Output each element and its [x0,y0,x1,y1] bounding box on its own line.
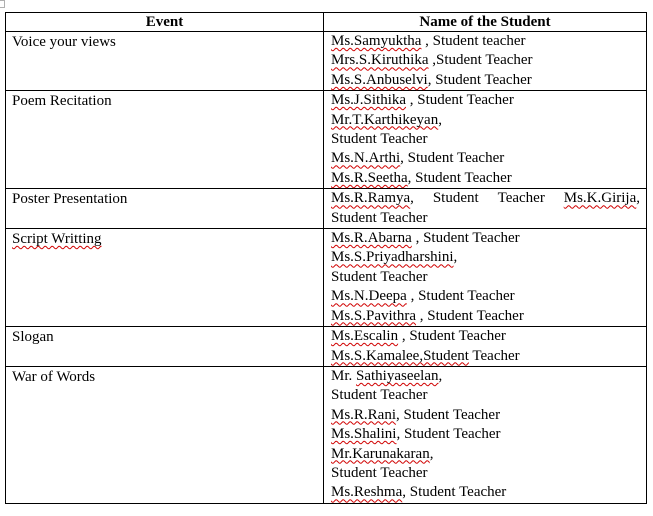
event-name: Poster Presentation [12,191,128,208]
cell-marker [0,0,5,8]
student-names-cell [324,229,647,327]
student-name: Ms.R.Abarna [331,230,412,247]
table-row [6,229,647,327]
student-entry-line [331,149,640,168]
student-name: Ms.K.Girija [563,190,637,207]
student-role-text: , Student Teacher [416,307,524,324]
student-names-cell [324,91,647,189]
student-role-text: Student [432,190,479,207]
student-name: Ms.S.Kamalee,Student [331,347,469,364]
student-role-text: , Student Teacher [400,150,505,167]
student-entry-line [331,229,640,248]
student-role-text: Student Teacher [331,131,428,148]
student-role-text: Student Teacher [331,209,428,226]
student-names-cell [324,32,647,91]
student-name: Mr.T.Karthikeyan [331,111,439,128]
student-role-text: , [438,111,442,128]
student-role-text: , Student Teacher [396,406,501,423]
student-name: Ms.R.Rani [331,406,397,423]
student-entry-line [331,425,640,444]
header-row [6,13,647,32]
event-cell [6,366,324,503]
event-name: War of Words [12,368,96,385]
event-cell [6,327,324,367]
student-role-text: , [453,249,458,266]
student-name: Ms.Shalini [331,426,397,443]
event-name: Poem Recitation [12,93,112,110]
student-entry-line [331,386,640,405]
student-name: Mrs.S.Kiruthika [331,52,429,69]
event-name: Voice your views [12,34,116,50]
student-role-text: , [438,367,443,384]
student-role-text: , Student Teacher [407,169,512,186]
student-entry-line [331,32,640,51]
student-entry-line [331,367,640,386]
student-role-text: , [429,445,434,462]
student-name: Ms.S.Anbuselvi [331,71,428,88]
student-entry-line [331,268,640,287]
student-role-text: Student Teacher [331,464,428,481]
student-role-text: , Student teacher [421,33,526,49]
table-row [6,91,647,189]
event-name: Script Writting [12,231,102,248]
student-entry-line [331,169,640,188]
student-role-text: Mr. [331,367,357,384]
entry-group [564,189,640,208]
student-name: Ms.N.Deepa [331,288,407,305]
student-role-text: Teacher [497,190,545,207]
student-role-text: Teacher [468,347,520,364]
table-body [6,32,647,504]
event-student-table [5,12,647,504]
student-name: Ms.R.Seetha [331,169,408,186]
entry-group [331,189,414,208]
student-entry-line [331,483,640,502]
student-name: Ms.Escalin [331,328,399,345]
student-entry-line [331,327,640,346]
student-role-text: , Student Teacher [406,92,514,109]
student-role-text: , Student Teacher [402,484,507,501]
student-role-text: , Student Teacher [427,71,532,88]
student-name: Ms.N.Arthi [331,150,401,167]
table-row [6,327,647,367]
table-row [6,32,647,91]
event-cell [6,32,324,91]
student-role-text: , [636,190,640,207]
student-entry-line [331,287,640,306]
student-names-cell [324,366,647,503]
student-role-text: Student Teacher [331,268,428,285]
student-name: Ms.Samyuktha [331,33,422,49]
student-name: Ms.S.Priyadharshini [331,249,454,266]
student-entry-line [331,406,640,425]
table-row [6,366,647,503]
event-name: Slogan [12,329,54,346]
student-role-text: , Student Teacher [406,288,515,305]
student-role-text: , Student Teacher [396,426,501,443]
student-role-text: , Student Teacher [398,328,506,345]
student-name: Mr.Karunakaran [331,445,430,462]
event-cell [6,229,324,327]
student-name: Ms.Reshma [331,484,403,501]
student-entry-line [331,71,640,90]
student-column-header: Name of the Student [324,13,647,32]
student-entry-line [331,111,640,130]
student-entry-line [331,91,640,110]
student-names-cell [324,189,647,229]
student-entry-line [331,445,640,464]
event-cell [6,189,324,229]
student-role-text: , Student Teacher [411,230,520,247]
student-role-text: ,Student Teacher [428,52,533,69]
student-entry-line [331,189,640,208]
event-cell [6,91,324,189]
student-name: Sathiyaseelan [356,367,439,384]
student-entry-line [331,51,640,70]
student-name: Ms.R.Ramya [331,190,411,207]
student-names-cell [324,327,647,367]
student-entry-line [331,248,640,267]
student-entry-line [331,209,640,228]
student-name: Ms.S.Pavithra [331,307,417,324]
student-role-text: Student Teacher [331,387,428,404]
event-column-header: Event [6,13,324,32]
table-row [6,189,647,229]
student-entry-line [331,464,640,483]
student-entry-line [331,347,640,366]
student-entry-line [331,307,640,326]
student-entry-line [331,130,640,149]
student-name: Ms.J.Sithika [331,92,407,109]
student-role-text: , [410,190,414,207]
